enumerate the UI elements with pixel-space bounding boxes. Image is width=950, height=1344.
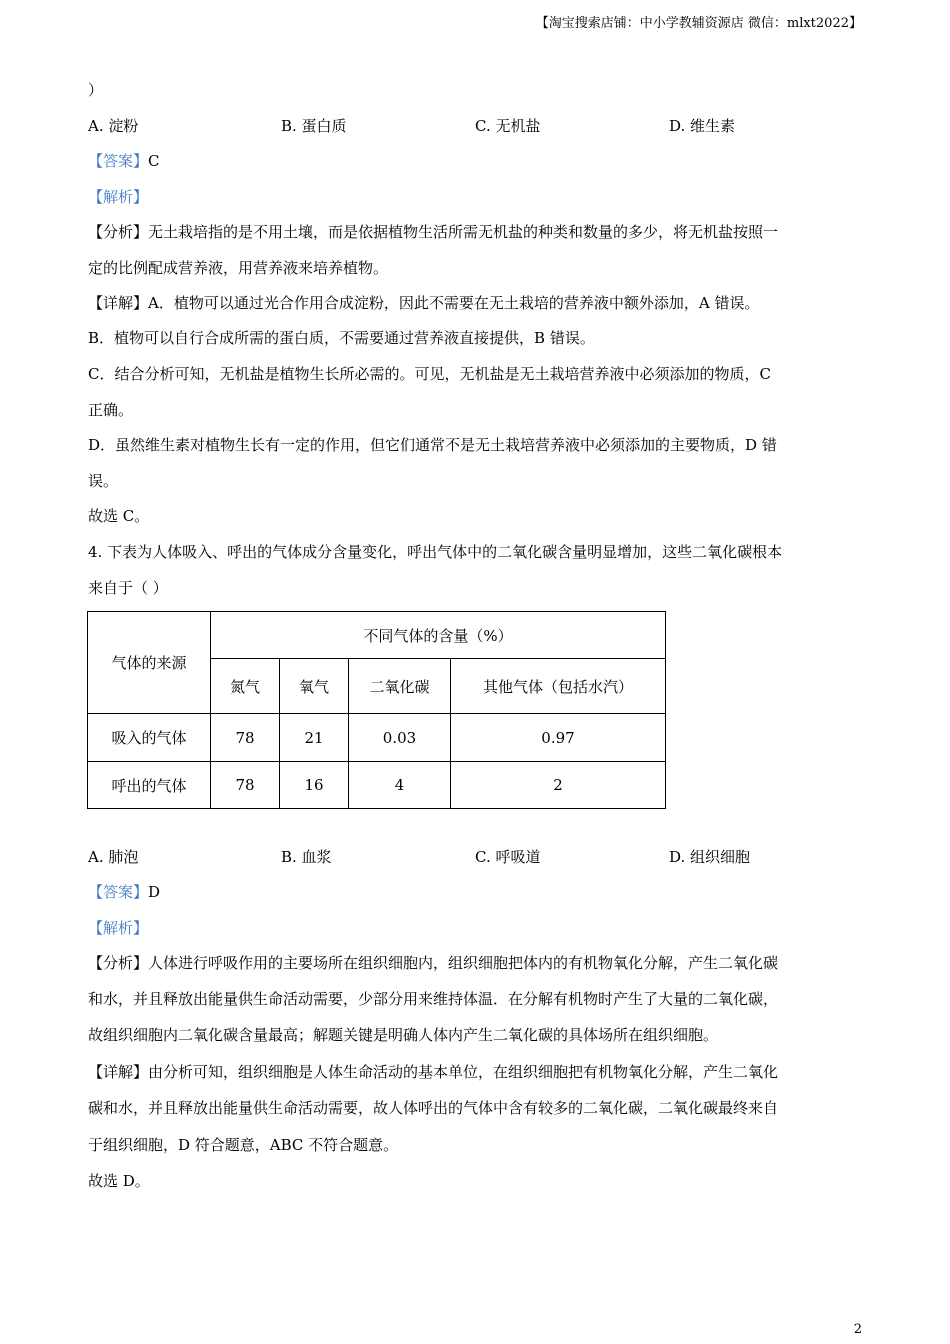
q3-detail-line-2: B．植物可以自行合成所需的蛋白质，不需要通过营养液直接提供，B 错误。 (88, 329, 595, 347)
q4-detail-line-1 (88, 1062, 778, 1082)
q4-detail-line-2: 碳和水，并且释放出能量供生命活动需要，故人体呼出的气体中含有较多的二氧化碳，二氧化碳最终来自 (88, 1099, 779, 1117)
q4-conclusion: 故选 D。 (88, 1172, 150, 1190)
q4-fenxi-line-1 (88, 953, 778, 973)
q4-option-a: A. 肺泡 (88, 848, 139, 866)
q3-fenxi-line-2: 定的比例配成营养液，用营养液来培养植物。 (88, 259, 389, 277)
q3-option-c: C. 无机盐 (475, 117, 541, 135)
q3-stem-tail: ） (88, 81, 104, 99)
detail-text: A．植物可以通过光合作用合成淀粉，因此不需要在无土栽培的营养液中额外添加，A 错误。 (148, 294, 760, 312)
table-row (88, 714, 666, 762)
source-header-cell: 气体的来源 (88, 612, 211, 714)
table-cell: 21 (280, 714, 349, 762)
fenxi-text: 无土栽培指的是不用土壤，而是依据植物生活所需无机盐的种类和数量的多少，将无机盐按照一 (148, 223, 779, 241)
table-row (88, 762, 666, 809)
q3-detail-line-1 (88, 293, 759, 313)
q3-option-b: B. 蛋白质 (281, 117, 347, 135)
q4-stem-line-1: 4. 下表为人体吸入、呼出的气体成分含量变化，呼出气体中的二氧化碳含量明显增加，这些二氧化碳根本 (88, 543, 783, 561)
q4-answer (88, 882, 160, 902)
table-cell: 4 (349, 762, 451, 809)
answer-value: C (148, 152, 160, 170)
table-cell: 16 (280, 762, 349, 809)
q4-option-c: C. 呼吸道 (475, 848, 541, 866)
page-header: 【淘宝搜索店铺：中小学教辅资源店 微信：mlxt2022】 (535, 16, 862, 31)
q3-conclusion: 故选 C。 (88, 507, 150, 525)
q3-option-a: A. 淀粉 (88, 117, 139, 135)
detail-label: 【详解】 (88, 294, 149, 312)
page-number: 2 (853, 1322, 862, 1337)
q4-fenxi-line-3: 故组织细胞内二氧化碳含量最高；解题关键是明确人体内产生二氧化碳的具体场所在组织细胞。 (88, 1026, 719, 1044)
row-label: 吸入的气体 (88, 714, 211, 762)
table-cell: 78 (211, 762, 280, 809)
answer-label: 【答案】 (88, 152, 149, 170)
fenxi-text: 人体进行呼吸作用的主要场所在组织细胞内，组织细胞把体内的有机物氧化分解，产生二氧化碳 (148, 954, 779, 972)
fenxi-label: 【分析】 (88, 954, 149, 972)
column-header: 氮气 (211, 659, 280, 714)
q3-fenxi-line-1 (88, 222, 778, 242)
q4-detail-line-3: 于组织细胞，D 符合题意，ABC 不符合题意。 (88, 1136, 399, 1154)
table-cell: 0.97 (451, 714, 666, 762)
table-cell: 0.03 (349, 714, 451, 762)
answer-label: 【答案】 (88, 883, 149, 901)
answer-value: D (148, 883, 161, 901)
q3-detail-line-3: C．结合分析可知，无机盐是植物生长所必需的。可见，无机盐是无土栽培营养液中必须添加的物质，C (88, 365, 771, 383)
q4-analysis-label: 【解析】 (88, 919, 149, 937)
q3-analysis-label: 【解析】 (88, 188, 149, 206)
detail-label: 【详解】 (88, 1063, 149, 1081)
q4-stem-line-2: 来自于（ ） (88, 579, 168, 597)
table-cell: 2 (451, 762, 666, 809)
q4-fenxi-line-2: 和水，并且释放出能量供生命活动需要，少部分用来维持体温．在分解有机物时产生了大量的二氧化碳， (88, 990, 779, 1008)
column-header: 氧气 (280, 659, 349, 714)
gas-composition-table (87, 611, 666, 809)
q4-option-d: D. 组织细胞 (669, 848, 751, 866)
q3-option-d: D. 维生素 (669, 117, 736, 135)
content-header-cell: 不同气体的含量（%） (211, 612, 666, 659)
column-header: 其他气体（包括水汽） (451, 659, 666, 714)
column-header: 二氧化碳 (349, 659, 451, 714)
q4-option-b: B. 血浆 (281, 848, 332, 866)
table-cell: 78 (211, 714, 280, 762)
q3-detail-line-6: 误。 (88, 472, 119, 490)
fenxi-label: 【分析】 (88, 223, 149, 241)
detail-text: 由分析可知，组织细胞是人体生命活动的基本单位，在组织细胞把有机物氧化分解，产生二氧化 (148, 1063, 779, 1081)
row-label: 呼出的气体 (88, 762, 211, 809)
q3-detail-line-4: 正确。 (88, 401, 134, 419)
q3-detail-line-5: D．虽然维生素对植物生长有一定的作用，但它们通常不是无土栽培营养液中必须添加的主要物质，D 错 (88, 436, 777, 454)
q3-answer (88, 151, 160, 171)
